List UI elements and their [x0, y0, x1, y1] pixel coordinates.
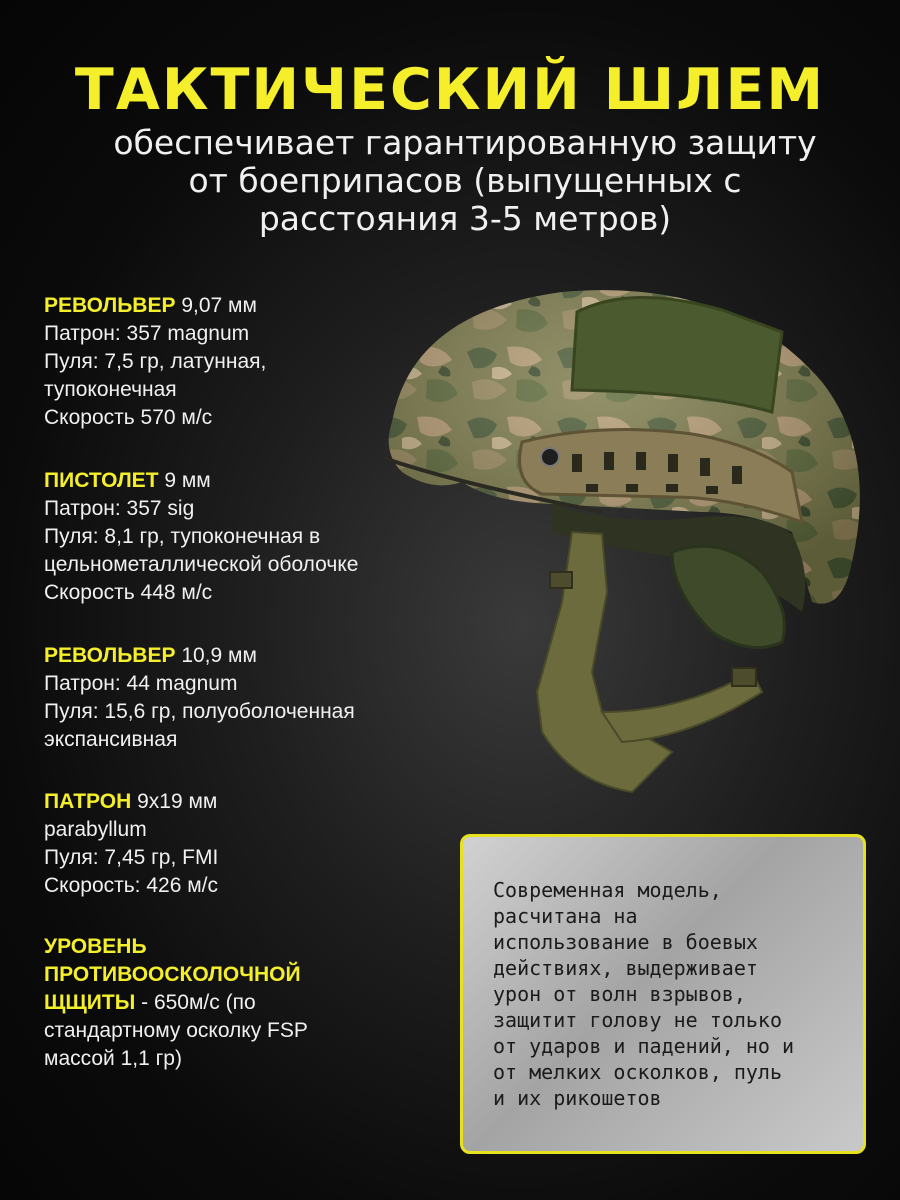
spec-line: parabyllum	[44, 818, 147, 841]
spec-label: ПРОТИВООСКОЛОЧНОЙ	[44, 963, 301, 986]
spec-value: - 650м/с (по	[135, 991, 256, 1014]
spec-line: экспансивная	[44, 728, 178, 751]
spec-line: тупоконечная	[44, 378, 177, 401]
info-text	[493, 877, 863, 1111]
info-line: Современная модель,	[493, 878, 722, 902]
spec-label: УРОВЕНЬ	[44, 935, 147, 958]
spec-value: 9 мм	[158, 469, 211, 492]
spec-line: массой 1,1 гр)	[44, 1047, 182, 1070]
spec-label: РЕВОЛЬВЕР	[44, 294, 176, 317]
spec-line: стандартному осколку FSP	[44, 1019, 308, 1042]
spec-line: Пуля: 7,5 гр, латунная,	[44, 350, 267, 373]
info-box	[460, 834, 866, 1154]
spec-label: РЕВОЛЬВЕР	[44, 644, 176, 667]
spec-fragment-level	[44, 989, 256, 1017]
spec-label: ПИСТОЛЕТ	[44, 469, 159, 492]
info-line: использование в боевых	[493, 930, 758, 954]
info-line: и их рикошетов	[493, 1086, 662, 1110]
subtitle-line: расстояния 3-5 метров)	[258, 199, 672, 238]
spec-line: цельнометаллической оболочке	[44, 553, 359, 576]
spec-line: Пуля: 7,45 гр, FMI	[44, 846, 219, 869]
info-line: от ударов и падений, но и	[493, 1034, 795, 1058]
spec-line: Пуля: 15,6 гр, полуоболоченная	[44, 700, 355, 723]
info-line: от мелких осколков, пуль	[493, 1060, 782, 1084]
spec-line: Скорость: 426 м/с	[44, 874, 218, 897]
spec-label: ЩЩИТЫ	[44, 991, 136, 1014]
subtitle-line: обеспечивает гарантированную защиту	[113, 123, 817, 162]
subtitle	[30, 124, 900, 238]
info-line: расчитана на	[493, 904, 638, 928]
info-line: урон от волн взрывов,	[493, 982, 746, 1006]
spec-value: 9,07 мм	[175, 294, 257, 317]
spec-line: Скорость 448 м/с	[44, 581, 213, 604]
spec-line: Патрон: 44 magnum	[44, 672, 238, 695]
spec-fragment-level-heading	[44, 933, 147, 961]
spec-revolver-907	[44, 292, 257, 320]
spec-line: Пуля: 8,1 гр, тупоконечная в	[44, 525, 321, 548]
spec-revolver-109	[44, 642, 257, 670]
spec-pistol-9	[44, 467, 211, 495]
spec-label: ПАТРОН	[44, 790, 132, 813]
spec-line: Скорость 570 м/с	[44, 406, 213, 429]
spec-value: 10,9 мм	[175, 644, 257, 667]
spec-fragment-level-heading	[44, 961, 301, 989]
info-line: защитит голову не только	[493, 1008, 782, 1032]
spec-line: Патрон: 357 sig	[44, 497, 195, 520]
helmet-image	[372, 272, 892, 812]
info-line: действиях, выдерживает	[493, 956, 758, 980]
spec-line: Патрон: 357 magnum	[44, 322, 250, 345]
spec-cartridge-9x19	[44, 788, 217, 816]
spec-value: 9х19 мм	[131, 790, 218, 813]
page-title: ТАКТИЧЕСКИЙ ШЛЕМ	[74, 57, 826, 123]
subtitle-line: от боеприпасов (выпущенных с	[188, 161, 742, 200]
